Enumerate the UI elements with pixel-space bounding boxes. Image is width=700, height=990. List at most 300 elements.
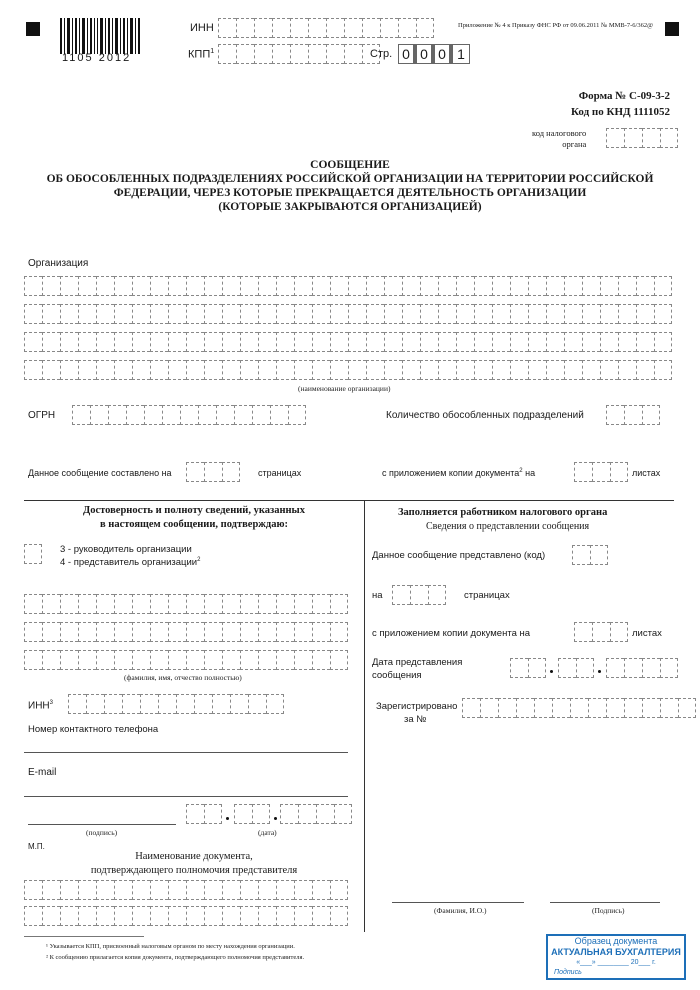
input-cell[interactable] xyxy=(86,694,104,714)
input-cell[interactable] xyxy=(96,594,114,614)
input-cell[interactable] xyxy=(252,804,270,824)
signer-type-cell[interactable] xyxy=(24,544,42,564)
input-cell[interactable] xyxy=(618,332,636,352)
input-cell[interactable] xyxy=(474,360,492,380)
input-cell[interactable] xyxy=(222,594,240,614)
attachment-cells[interactable] xyxy=(574,462,628,482)
input-cell[interactable] xyxy=(570,698,588,718)
input-cell[interactable] xyxy=(132,276,150,296)
input-cell[interactable] xyxy=(132,622,150,642)
input-cell[interactable] xyxy=(294,304,312,324)
sign-date-day[interactable] xyxy=(186,804,222,824)
input-cell[interactable] xyxy=(258,906,276,926)
input-cell[interactable] xyxy=(60,880,78,900)
input-cell[interactable] xyxy=(654,360,672,380)
cell-row[interactable] xyxy=(24,332,672,352)
input-cell[interactable] xyxy=(420,360,438,380)
input-cell[interactable] xyxy=(266,694,284,714)
input-cell[interactable] xyxy=(678,698,696,718)
input-cell[interactable] xyxy=(624,658,642,678)
input-cell[interactable] xyxy=(528,658,546,678)
input-cell[interactable] xyxy=(546,332,564,352)
input-cell[interactable] xyxy=(150,332,168,352)
input-cell[interactable] xyxy=(474,276,492,296)
input-cell[interactable] xyxy=(546,360,564,380)
input-cell[interactable] xyxy=(168,622,186,642)
input-cell[interactable] xyxy=(462,698,480,718)
input-cell[interactable] xyxy=(186,462,204,482)
input-cell[interactable] xyxy=(240,360,258,380)
input-cell[interactable] xyxy=(402,276,420,296)
input-cell[interactable] xyxy=(240,906,258,926)
input-cell[interactable] xyxy=(402,304,420,324)
input-cell[interactable] xyxy=(348,304,366,324)
input-cell[interactable] xyxy=(150,880,168,900)
input-cell[interactable] xyxy=(420,276,438,296)
input-cell[interactable] xyxy=(624,698,642,718)
input-cell[interactable] xyxy=(528,304,546,324)
input-cell[interactable] xyxy=(420,304,438,324)
input-cell[interactable] xyxy=(660,698,678,718)
input-cell[interactable] xyxy=(222,622,240,642)
input-cell[interactable] xyxy=(636,360,654,380)
input-cell[interactable] xyxy=(168,332,186,352)
input-cell[interactable] xyxy=(312,360,330,380)
input-cell[interactable] xyxy=(276,360,294,380)
input-cell[interactable] xyxy=(316,804,334,824)
input-cell[interactable] xyxy=(276,880,294,900)
input-cell[interactable] xyxy=(240,650,258,670)
input-cell[interactable] xyxy=(24,276,42,296)
input-cell[interactable] xyxy=(132,650,150,670)
submission-date-month[interactable] xyxy=(558,658,594,678)
input-cell[interactable] xyxy=(456,360,474,380)
input-cell[interactable] xyxy=(42,304,60,324)
input-cell[interactable] xyxy=(222,276,240,296)
input-cell[interactable] xyxy=(72,405,90,425)
input-cell[interactable] xyxy=(126,405,144,425)
input-cell[interactable] xyxy=(456,304,474,324)
subdivisions-cells[interactable] xyxy=(606,405,660,425)
input-cell[interactable] xyxy=(24,594,42,614)
input-cell[interactable] xyxy=(348,360,366,380)
input-cell[interactable] xyxy=(150,622,168,642)
input-cell[interactable] xyxy=(230,694,248,714)
input-cell[interactable] xyxy=(222,880,240,900)
input-cell[interactable] xyxy=(258,332,276,352)
input-cell[interactable] xyxy=(276,906,294,926)
input-cell[interactable] xyxy=(24,880,42,900)
input-cell[interactable] xyxy=(96,304,114,324)
input-cell[interactable] xyxy=(546,304,564,324)
input-cell[interactable] xyxy=(410,585,428,605)
signature-line[interactable] xyxy=(28,824,176,825)
input-cell[interactable] xyxy=(186,304,204,324)
input-cell[interactable] xyxy=(528,332,546,352)
input-cell[interactable] xyxy=(60,276,78,296)
input-cell[interactable] xyxy=(240,880,258,900)
input-cell[interactable] xyxy=(78,360,96,380)
input-cell[interactable] xyxy=(96,332,114,352)
input-cell[interactable] xyxy=(108,405,126,425)
input-cell[interactable] xyxy=(564,332,582,352)
input-cell[interactable] xyxy=(294,594,312,614)
input-cell[interactable] xyxy=(234,405,252,425)
input-cell[interactable] xyxy=(204,332,222,352)
input-cell[interactable] xyxy=(114,880,132,900)
input-cell[interactable] xyxy=(122,694,140,714)
input-cell[interactable] xyxy=(150,304,168,324)
input-cell[interactable] xyxy=(240,276,258,296)
input-cell[interactable] xyxy=(204,462,222,482)
input-cell[interactable] xyxy=(204,360,222,380)
input-cell[interactable] xyxy=(606,658,624,678)
input-cell[interactable] xyxy=(330,276,348,296)
input-cell[interactable] xyxy=(258,880,276,900)
input-cell[interactable] xyxy=(78,304,96,324)
input-cell[interactable] xyxy=(150,276,168,296)
input-cell[interactable] xyxy=(294,276,312,296)
input-cell[interactable] xyxy=(312,650,330,670)
input-cell[interactable] xyxy=(606,698,624,718)
input-cell[interactable] xyxy=(534,698,552,718)
input-cell[interactable] xyxy=(660,658,678,678)
input-cell[interactable] xyxy=(610,462,628,482)
input-cell[interactable] xyxy=(642,698,660,718)
input-cell[interactable] xyxy=(510,276,528,296)
input-cell[interactable] xyxy=(222,906,240,926)
input-cell[interactable] xyxy=(642,658,660,678)
input-cell[interactable] xyxy=(258,304,276,324)
input-cell[interactable] xyxy=(216,405,234,425)
input-cell[interactable] xyxy=(438,360,456,380)
ogrn-cells[interactable] xyxy=(72,405,306,425)
input-cell[interactable] xyxy=(204,276,222,296)
submission-date-year[interactable] xyxy=(606,658,678,678)
input-cell[interactable] xyxy=(194,694,212,714)
input-cell[interactable] xyxy=(312,276,330,296)
input-cell[interactable] xyxy=(42,906,60,926)
input-cell[interactable] xyxy=(132,360,150,380)
input-cell[interactable] xyxy=(576,658,594,678)
input-cell[interactable] xyxy=(168,906,186,926)
input-cell[interactable] xyxy=(240,594,258,614)
input-cell[interactable] xyxy=(24,544,42,564)
input-cell[interactable] xyxy=(78,594,96,614)
input-cell[interactable] xyxy=(552,698,570,718)
input-cell[interactable] xyxy=(90,405,108,425)
input-cell[interactable] xyxy=(592,462,610,482)
input-cell[interactable] xyxy=(132,304,150,324)
input-cell[interactable] xyxy=(600,304,618,324)
submitted-code-cells[interactable] xyxy=(572,545,608,565)
input-cell[interactable] xyxy=(68,694,86,714)
input-cell[interactable] xyxy=(402,360,420,380)
input-cell[interactable] xyxy=(330,304,348,324)
input-cell[interactable] xyxy=(240,304,258,324)
input-cell[interactable] xyxy=(528,360,546,380)
input-cell[interactable] xyxy=(114,594,132,614)
input-cell[interactable] xyxy=(294,880,312,900)
input-cell[interactable] xyxy=(114,360,132,380)
input-cell[interactable] xyxy=(366,276,384,296)
pages-cells[interactable] xyxy=(186,462,240,482)
input-cell[interactable] xyxy=(168,360,186,380)
input-cell[interactable] xyxy=(606,405,624,425)
input-cell[interactable] xyxy=(348,332,366,352)
input-cell[interactable] xyxy=(158,694,176,714)
input-cell[interactable] xyxy=(204,304,222,324)
input-cell[interactable] xyxy=(42,594,60,614)
input-cell[interactable] xyxy=(60,906,78,926)
cell-row[interactable] xyxy=(24,650,348,670)
input-cell[interactable] xyxy=(510,332,528,352)
input-cell[interactable] xyxy=(564,304,582,324)
input-cell[interactable] xyxy=(24,622,42,642)
input-cell[interactable] xyxy=(212,694,230,714)
input-cell[interactable] xyxy=(42,276,60,296)
input-cell[interactable] xyxy=(384,276,402,296)
input-cell[interactable] xyxy=(330,650,348,670)
input-cell[interactable] xyxy=(348,276,366,296)
input-cell[interactable] xyxy=(574,462,592,482)
input-cell[interactable] xyxy=(180,405,198,425)
input-cell[interactable] xyxy=(366,304,384,324)
right-attachment-cells[interactable] xyxy=(574,622,628,642)
input-cell[interactable] xyxy=(528,276,546,296)
input-cell[interactable] xyxy=(330,360,348,380)
input-cell[interactable] xyxy=(132,906,150,926)
input-cell[interactable] xyxy=(114,906,132,926)
cell-row[interactable] xyxy=(24,276,672,296)
input-cell[interactable] xyxy=(96,276,114,296)
input-cell[interactable] xyxy=(240,332,258,352)
right-pages-cells[interactable] xyxy=(392,585,446,605)
cell-row[interactable] xyxy=(24,594,348,614)
input-cell[interactable] xyxy=(498,698,516,718)
phone-line[interactable] xyxy=(24,752,348,753)
input-cell[interactable] xyxy=(312,622,330,642)
input-cell[interactable] xyxy=(366,332,384,352)
input-cell[interactable] xyxy=(24,304,42,324)
input-cell[interactable] xyxy=(150,650,168,670)
inn-cells[interactable] xyxy=(218,18,434,38)
input-cell[interactable] xyxy=(546,276,564,296)
input-cell[interactable] xyxy=(330,594,348,614)
input-cell[interactable] xyxy=(574,622,592,642)
input-cell[interactable] xyxy=(564,360,582,380)
input-cell[interactable] xyxy=(42,650,60,670)
input-cell[interactable] xyxy=(312,594,330,614)
input-cell[interactable] xyxy=(186,622,204,642)
input-cell[interactable] xyxy=(222,332,240,352)
input-cell[interactable] xyxy=(330,880,348,900)
cell-row[interactable] xyxy=(24,906,348,926)
input-cell[interactable] xyxy=(276,332,294,352)
input-cell[interactable] xyxy=(654,276,672,296)
input-cell[interactable] xyxy=(334,804,352,824)
input-cell[interactable] xyxy=(186,880,204,900)
input-cell[interactable] xyxy=(222,650,240,670)
input-cell[interactable] xyxy=(312,332,330,352)
input-cell[interactable] xyxy=(276,304,294,324)
input-cell[interactable] xyxy=(222,304,240,324)
input-cell[interactable] xyxy=(78,906,96,926)
input-cell[interactable] xyxy=(186,650,204,670)
input-cell[interactable] xyxy=(162,405,180,425)
input-cell[interactable] xyxy=(582,304,600,324)
input-cell[interactable] xyxy=(186,594,204,614)
input-cell[interactable] xyxy=(204,622,222,642)
input-cell[interactable] xyxy=(294,906,312,926)
input-cell[interactable] xyxy=(168,880,186,900)
input-cell[interactable] xyxy=(132,880,150,900)
input-cell[interactable] xyxy=(288,405,306,425)
input-cell[interactable] xyxy=(600,276,618,296)
input-cell[interactable] xyxy=(294,332,312,352)
input-cell[interactable] xyxy=(60,332,78,352)
input-cell[interactable] xyxy=(392,585,410,605)
input-cell[interactable] xyxy=(168,304,186,324)
input-cell[interactable] xyxy=(312,880,330,900)
input-cell[interactable] xyxy=(42,332,60,352)
input-cell[interactable] xyxy=(618,360,636,380)
input-cell[interactable] xyxy=(150,594,168,614)
input-cell[interactable] xyxy=(204,804,222,824)
input-cell[interactable] xyxy=(438,304,456,324)
input-cell[interactable] xyxy=(492,304,510,324)
input-cell[interactable] xyxy=(252,405,270,425)
input-cell[interactable] xyxy=(312,906,330,926)
right-fio-line[interactable] xyxy=(392,902,524,903)
input-cell[interactable] xyxy=(186,276,204,296)
input-cell[interactable] xyxy=(618,276,636,296)
input-cell[interactable] xyxy=(186,906,204,926)
input-cell[interactable] xyxy=(78,880,96,900)
input-cell[interactable] xyxy=(330,622,348,642)
input-cell[interactable] xyxy=(610,622,628,642)
right-signature-line[interactable] xyxy=(550,902,660,903)
input-cell[interactable] xyxy=(42,880,60,900)
input-cell[interactable] xyxy=(96,622,114,642)
input-cell[interactable] xyxy=(204,594,222,614)
input-cell[interactable] xyxy=(150,360,168,380)
input-cell[interactable] xyxy=(572,545,590,565)
input-cell[interactable] xyxy=(582,332,600,352)
sign-date-month[interactable] xyxy=(234,804,270,824)
email-line[interactable] xyxy=(24,796,348,797)
sign-date-year[interactable] xyxy=(280,804,352,824)
input-cell[interactable] xyxy=(176,694,194,714)
input-cell[interactable] xyxy=(294,360,312,380)
input-cell[interactable] xyxy=(438,332,456,352)
input-cell[interactable] xyxy=(96,880,114,900)
input-cell[interactable] xyxy=(186,804,204,824)
input-cell[interactable] xyxy=(474,332,492,352)
input-cell[interactable] xyxy=(270,405,288,425)
input-cell[interactable] xyxy=(276,650,294,670)
input-cell[interactable] xyxy=(516,698,534,718)
input-cell[interactable] xyxy=(312,304,330,324)
input-cell[interactable] xyxy=(60,360,78,380)
cell-row[interactable] xyxy=(24,304,672,324)
input-cell[interactable] xyxy=(384,304,402,324)
input-cell[interactable] xyxy=(636,276,654,296)
input-cell[interactable] xyxy=(42,360,60,380)
input-cell[interactable] xyxy=(510,658,528,678)
input-cell[interactable] xyxy=(132,332,150,352)
input-cell[interactable] xyxy=(592,622,610,642)
submission-date-day[interactable] xyxy=(510,658,546,678)
input-cell[interactable] xyxy=(114,622,132,642)
input-cell[interactable] xyxy=(234,804,252,824)
input-cell[interactable] xyxy=(168,594,186,614)
input-cell[interactable] xyxy=(492,332,510,352)
input-cell[interactable] xyxy=(144,405,162,425)
input-cell[interactable] xyxy=(24,360,42,380)
input-cell[interactable] xyxy=(474,304,492,324)
input-cell[interactable] xyxy=(78,332,96,352)
input-cell[interactable] xyxy=(78,622,96,642)
input-cell[interactable] xyxy=(114,332,132,352)
input-cell[interactable] xyxy=(654,332,672,352)
input-cell[interactable] xyxy=(204,650,222,670)
input-cell[interactable] xyxy=(258,360,276,380)
input-cell[interactable] xyxy=(294,650,312,670)
input-cell[interactable] xyxy=(298,804,316,824)
input-cell[interactable] xyxy=(276,594,294,614)
input-cell[interactable] xyxy=(204,906,222,926)
input-cell[interactable] xyxy=(114,650,132,670)
input-cell[interactable] xyxy=(60,650,78,670)
input-cell[interactable] xyxy=(402,332,420,352)
input-cell[interactable] xyxy=(384,360,402,380)
input-cell[interactable] xyxy=(114,276,132,296)
input-cell[interactable] xyxy=(492,360,510,380)
input-cell[interactable] xyxy=(582,276,600,296)
input-cell[interactable] xyxy=(618,304,636,324)
input-cell[interactable] xyxy=(564,276,582,296)
input-cell[interactable] xyxy=(222,462,240,482)
input-cell[interactable] xyxy=(384,332,402,352)
input-cell[interactable] xyxy=(60,594,78,614)
input-cell[interactable] xyxy=(258,276,276,296)
input-cell[interactable] xyxy=(24,906,42,926)
input-cell[interactable] xyxy=(96,906,114,926)
cell-row[interactable] xyxy=(24,880,348,900)
input-cell[interactable] xyxy=(510,304,528,324)
input-cell[interactable] xyxy=(96,360,114,380)
input-cell[interactable] xyxy=(276,622,294,642)
input-cell[interactable] xyxy=(186,360,204,380)
input-cell[interactable] xyxy=(642,405,660,425)
input-cell[interactable] xyxy=(456,276,474,296)
input-cell[interactable] xyxy=(428,585,446,605)
input-cell[interactable] xyxy=(600,360,618,380)
input-cell[interactable] xyxy=(590,545,608,565)
input-cell[interactable] xyxy=(276,276,294,296)
input-cell[interactable] xyxy=(140,694,158,714)
kpp-cells[interactable] xyxy=(218,44,380,64)
input-cell[interactable] xyxy=(258,594,276,614)
input-cell[interactable] xyxy=(624,405,642,425)
input-cell[interactable] xyxy=(558,658,576,678)
input-cell[interactable] xyxy=(636,332,654,352)
input-cell[interactable] xyxy=(330,332,348,352)
input-cell[interactable] xyxy=(294,622,312,642)
input-cell[interactable] xyxy=(258,622,276,642)
input-cell[interactable] xyxy=(114,304,132,324)
